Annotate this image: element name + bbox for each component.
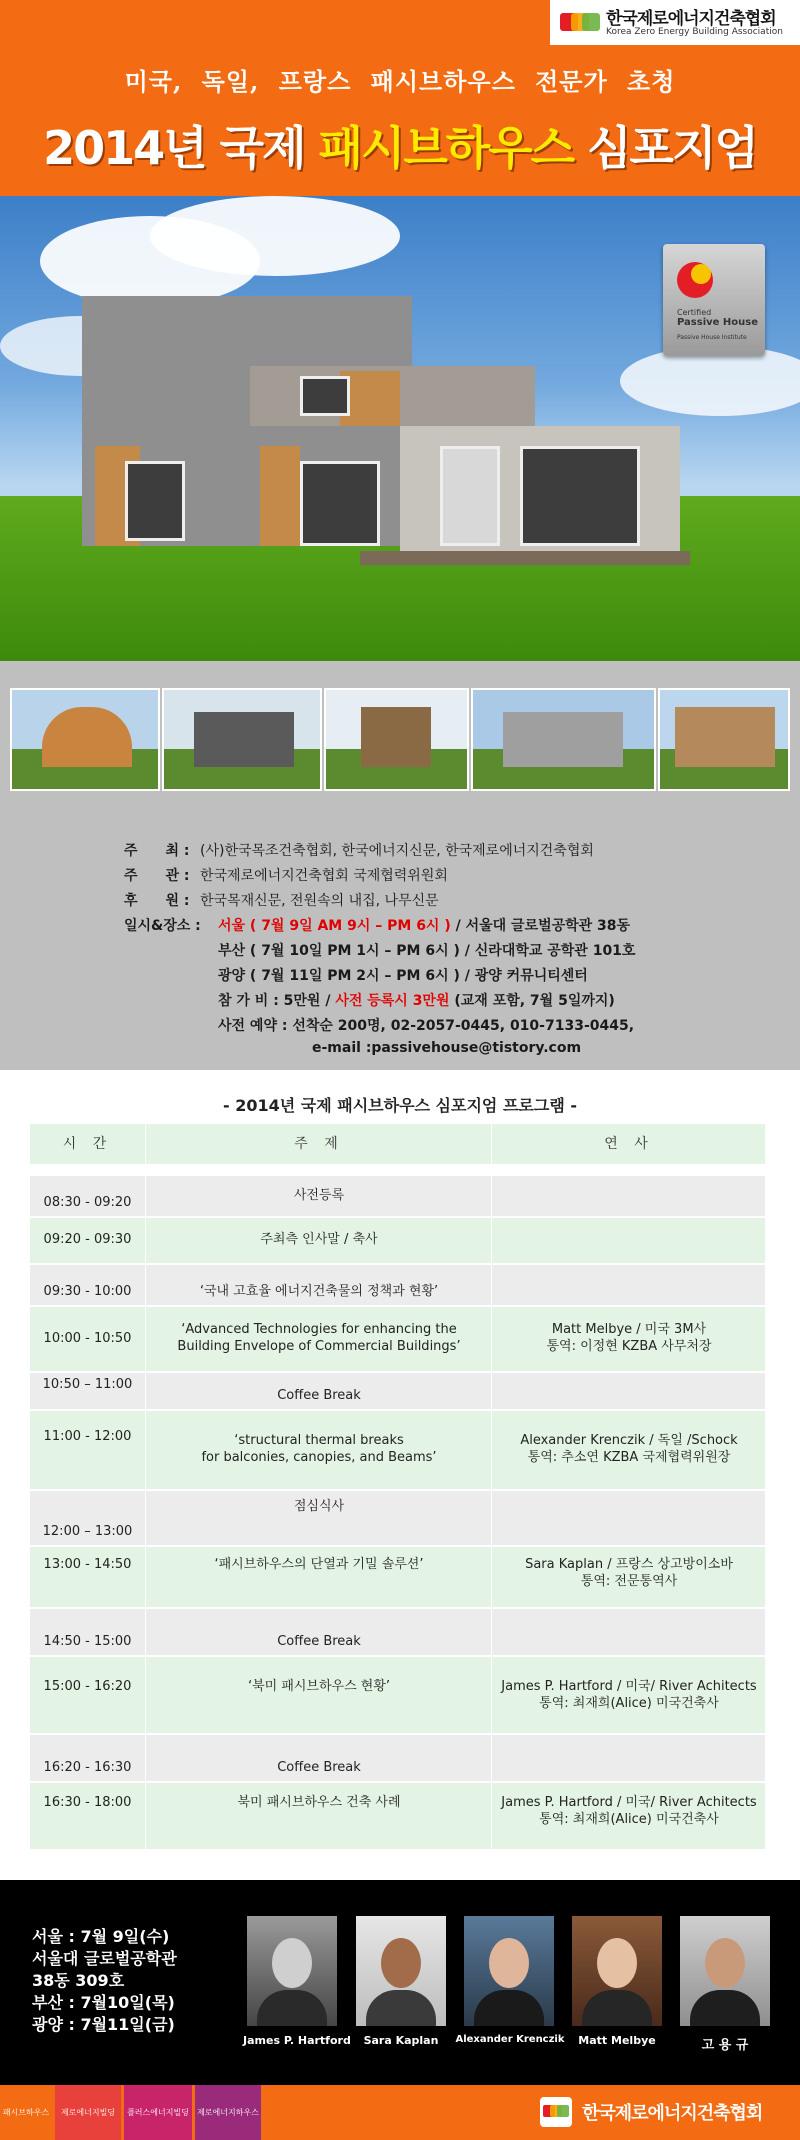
org-name-en: Korea Zero Energy Building Association bbox=[606, 27, 783, 37]
row-topic: Coffee Break bbox=[147, 1735, 492, 1781]
row-speaker: Sara Kaplan / 프랑스 상고방이소바 통역: 전문통역사 bbox=[525, 1557, 733, 1589]
organizer-label: 주 관 : bbox=[124, 868, 190, 884]
window bbox=[300, 461, 380, 546]
wood-cladding bbox=[260, 446, 300, 546]
row-speaker bbox=[493, 1491, 765, 1545]
house-photo-2 bbox=[162, 688, 322, 791]
row-speaker: Alexander Krenczik / 독일 /Schock 통역: 추소연 KZBA 국제협력위원장 bbox=[520, 1433, 738, 1465]
program-title: - 2014년 국제 패시브하우스 심포지엄 프로그램 - bbox=[223, 1096, 577, 1115]
reservation-label: 사전 예약 : bbox=[218, 1018, 288, 1034]
venue-line-3: 38동 309호 bbox=[32, 1971, 125, 1990]
row-time: 13:00 - 14:50 bbox=[30, 1547, 146, 1607]
logo-squares-icon bbox=[540, 2097, 572, 2127]
schedule-gwangyang: 광양 ( 7월 11일 PM 2시 – PM 6시 ) / 광양 커뮤니티센터 bbox=[218, 968, 588, 984]
row-speaker: Matt Melbye / 미국 3M사 통역: 이정현 KZBA 사무처장 bbox=[546, 1322, 712, 1354]
reservation-row bbox=[218, 1015, 634, 1035]
seoul-venue: / 서울대 글로벌공학관 38동 bbox=[450, 918, 631, 934]
row-topic: ‘structural thermal breaks for balconies, canopies, and Beams’ bbox=[147, 1411, 492, 1489]
row-topic: ‘국내 고효율 에너지건축물의 정책과 현황’ bbox=[147, 1265, 492, 1305]
program-row-12 bbox=[30, 1783, 765, 1849]
speakers-footer bbox=[0, 1880, 800, 2085]
cloud-shape bbox=[620, 346, 800, 416]
row-speaker bbox=[493, 1735, 765, 1781]
row-speaker bbox=[493, 1373, 765, 1409]
header-banner bbox=[0, 0, 800, 196]
window bbox=[125, 461, 185, 541]
organizer-value: 한국제로에너지건축협회 국제협력위원회 bbox=[200, 868, 448, 884]
tab-zero-energy-building[interactable]: 제로에너지빌딩 bbox=[55, 2085, 121, 2140]
fee-early: 사전 등록시 3만원 bbox=[335, 993, 450, 1009]
program-row-6 bbox=[30, 1411, 765, 1489]
speaker-name-krenczik: Alexander Krenczik bbox=[455, 2034, 565, 2045]
row-speaker bbox=[493, 1265, 765, 1305]
event-info-section bbox=[0, 661, 800, 1070]
speaker-photo-ko bbox=[680, 1916, 770, 2026]
title-suffix: 심포지엄 bbox=[573, 121, 757, 175]
reservation-value: 선착순 200명, 02-2057-0445, 010-7133-0445, bbox=[287, 1018, 635, 1034]
row-time: 12:00 – 13:00 bbox=[30, 1491, 146, 1545]
venue-line-4: 부산 : 7월10일(목) bbox=[32, 1993, 175, 2012]
row-topic: ‘북미 패시브하우스 현황’ bbox=[147, 1657, 492, 1733]
row-time: 16:20 - 16:30 bbox=[30, 1735, 146, 1781]
badge-line-certified: Certified bbox=[677, 308, 712, 317]
seoul-date: 서울 ( 7월 9일 AM 9시 – PM 6시 ) bbox=[218, 918, 451, 934]
bottom-bar bbox=[0, 2085, 800, 2140]
row-time: 11:00 - 12:00 bbox=[30, 1411, 146, 1489]
row-time: 14:50 - 15:00 bbox=[30, 1609, 146, 1655]
row-time: 08:30 - 09:20 bbox=[30, 1176, 146, 1216]
speaker-name-kaplan: Sara Kaplan bbox=[363, 2034, 439, 2047]
tab-zero-energy-house[interactable]: 제로에너지하우스 bbox=[195, 2085, 261, 2140]
window bbox=[300, 376, 350, 416]
header-speaker: 연 사 bbox=[604, 1135, 654, 1152]
speaker-photo-krenczik bbox=[464, 1916, 554, 2026]
row-speaker bbox=[493, 1176, 765, 1216]
venue-line-5: 광양 : 7월11일(금) bbox=[32, 2015, 175, 2034]
row-time: 15:00 - 16:20 bbox=[30, 1657, 146, 1733]
schedule-label: 일시&장소 : bbox=[124, 918, 201, 934]
footer-org-name: 한국제로에너지건축협회 bbox=[582, 2103, 763, 2124]
badge-label bbox=[677, 308, 758, 341]
row-topic: Coffee Break bbox=[147, 1609, 492, 1655]
program-row-5 bbox=[30, 1373, 765, 1409]
house-photo-4 bbox=[471, 688, 656, 791]
speaker-photo-hartford bbox=[247, 1916, 337, 2026]
event-subtitle: 미국, 독일, 프랑스 패시브하우스 전문가 초청 bbox=[124, 67, 676, 96]
org-name-ko: 한국제로에너지건축협회 bbox=[606, 9, 776, 29]
fee-note: (교재 포함, 7월 5일까지) bbox=[449, 993, 615, 1009]
title-prefix: 2014년 국제 bbox=[43, 121, 319, 175]
program-row-4 bbox=[30, 1307, 765, 1371]
org-logo[interactable] bbox=[550, 0, 800, 45]
org-logo-icon bbox=[540, 2097, 572, 2127]
schedule-busan: 부산 ( 7월 10일 PM 1시 – PM 6시 ) / 신라대학교 공학관 101호 bbox=[218, 943, 636, 959]
row-speaker: James P. Hartford / 미국/ River Achitects 통역: 최재희(Alice) 미국건축사 bbox=[501, 1795, 757, 1827]
header-topic: 주 제 bbox=[147, 1124, 492, 1164]
venue-line-1: 서울 : 7월 9일(수) bbox=[32, 1927, 170, 1946]
program-row-3 bbox=[30, 1265, 765, 1305]
tab-passive-house[interactable]: 패시브하우스 bbox=[0, 2085, 52, 2140]
email-link[interactable]: e-mail :passivehouse@tistory.com bbox=[312, 1040, 582, 1056]
fee-row bbox=[218, 990, 615, 1010]
row-speaker: James P. Hartford / 미국/ River Achitects 통역: 최재희(Alice) 미국건축사 bbox=[501, 1679, 757, 1711]
program-row-7 bbox=[30, 1491, 765, 1545]
program-row-9 bbox=[30, 1609, 765, 1655]
badge-line-passive-house: Passive House bbox=[677, 317, 759, 328]
row-topic: ‘Advanced Technologies for enhancing the Building Envelope of Commercial Buildings’ bbox=[147, 1307, 492, 1371]
program-row-2 bbox=[30, 1218, 765, 1263]
header-time: 시 간 bbox=[30, 1124, 146, 1164]
sponsor-label: 후 원 : bbox=[124, 893, 190, 909]
terrace-deck bbox=[360, 551, 690, 565]
row-time: 09:30 - 10:00 bbox=[30, 1265, 146, 1305]
host-label: 주 최 : bbox=[124, 843, 190, 859]
row-topic: Coffee Break bbox=[147, 1373, 492, 1409]
speaker-name-hartford: James P. Hartford bbox=[243, 2034, 351, 2047]
tab-plus-energy-building[interactable]: 플러스에너지빌딩 bbox=[124, 2085, 192, 2140]
org-logo-icon bbox=[560, 8, 600, 36]
window bbox=[520, 446, 640, 546]
program-row-1 bbox=[30, 1176, 765, 1216]
row-time: 10:00 - 10:50 bbox=[30, 1307, 146, 1371]
fee-label: 참 가 비 : bbox=[218, 993, 279, 1009]
program-row-8 bbox=[30, 1547, 765, 1607]
house-photo-1 bbox=[10, 688, 160, 791]
passive-house-badge bbox=[663, 244, 765, 356]
sponsor-value: 한국목재신문, 전원속의 내집, 나무신문 bbox=[200, 893, 439, 909]
window bbox=[440, 446, 500, 546]
speaker-name-melbye: Matt Melbye bbox=[578, 2034, 656, 2047]
row-time: 09:20 - 09:30 bbox=[30, 1218, 146, 1263]
event-title bbox=[0, 112, 800, 178]
fee-normal: 5만원 / bbox=[278, 993, 336, 1009]
house-photo-5 bbox=[658, 688, 790, 791]
row-topic: 주최측 인사말 / 축사 bbox=[147, 1218, 492, 1263]
row-topic: 사전등록 bbox=[147, 1176, 492, 1216]
row-topic: ‘패시브하우스의 단열과 기밀 솔루션’ bbox=[147, 1547, 492, 1607]
program-header-row bbox=[30, 1124, 765, 1164]
program-row-11 bbox=[30, 1735, 765, 1781]
row-topic: 점심식사 bbox=[147, 1491, 492, 1545]
house-photo-3 bbox=[324, 688, 469, 791]
speaker-photo-kaplan bbox=[356, 1916, 446, 2026]
schedule-seoul bbox=[218, 915, 630, 935]
cloud-shape bbox=[150, 196, 400, 276]
program-row-10 bbox=[30, 1657, 765, 1733]
passive-house-logo-icon bbox=[663, 250, 765, 310]
hero-house-image bbox=[0, 196, 800, 661]
speaker-photo-melbye bbox=[572, 1916, 662, 2026]
row-topic: 북미 패시브하우스 건축 사례 bbox=[147, 1783, 492, 1849]
row-time: 10:50 – 11:00 bbox=[30, 1373, 146, 1409]
row-speaker bbox=[493, 1218, 765, 1263]
host-value: (사)한국목조건축협회, 한국에너지신문, 한국제로에너지건축협회 bbox=[200, 843, 594, 859]
row-speaker bbox=[493, 1609, 765, 1655]
speaker-name-ko: 고 용 규 bbox=[701, 2038, 749, 2053]
row-time: 16:30 - 18:00 bbox=[30, 1783, 146, 1849]
venue-line-2: 서울대 글로벌공학관 bbox=[32, 1949, 177, 1968]
title-highlight: 패시브하우스 bbox=[318, 121, 574, 175]
badge-line-institute: Passive House Institute bbox=[677, 334, 747, 341]
